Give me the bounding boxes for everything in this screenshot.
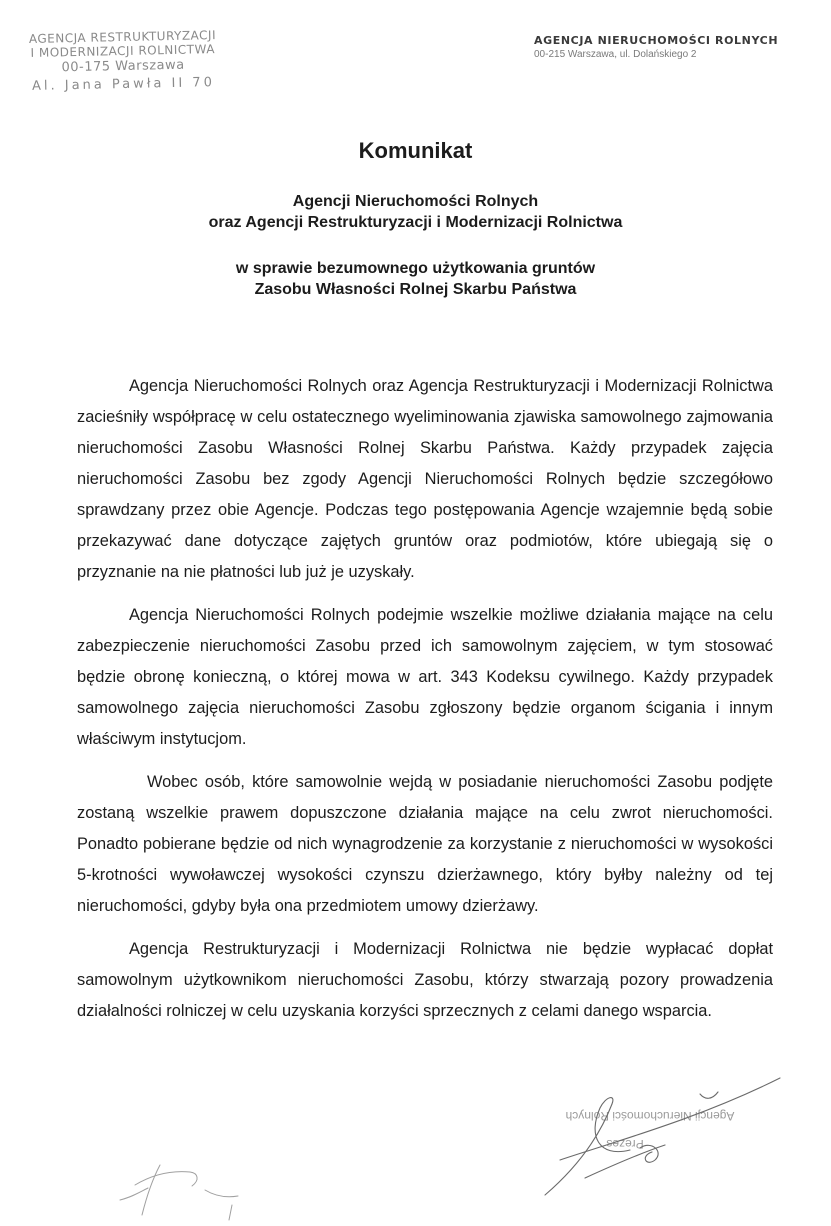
subject-line: Zasobu Własności Rolnej Skarbu Państwa [254,281,577,298]
body-paragraph: Wobec osób, które samowolnie wejdą w posiadanie nieruchomości Zasobu podjęte zostaną wszelkie prawem dopuszczone działania mające na celu zwrot nieruchomości. Ponadto pobierane będzie od nich wynagrodzenie za korzystanie z nieruchomości w wysokości 5-krotności wywoławczej wysokości czynszu dzierżawnego, który byłby należny od tej nieruchomości, gdyby była ona przedmiotem umowy dzierżawy. [77,773,773,915]
subject-heading [0,258,831,300]
stamp-line: Prezes [606,1137,644,1151]
issuers-heading [0,191,831,233]
president-stamp [566,1109,735,1151]
body-paragraph: Agencja Restrukturyzacji i Modernizacji Rolnictwa nie będzie wypłacać dopłat samowolnym użytkownikom nieruchomości Zasobu, którzy stwarzają pozory prowadzenia działalności rolniczej w celu uzyskania korzyści sprzecznych z celami danego wsparcia. [77,940,773,1020]
arimr-address-stamp [17,28,228,96]
issuers-line: oraz Agencji Restrukturyzacji i Modernizacji Rolnictwa [208,214,623,231]
letterhead-address: 00-215 Warszawa, ul. Dolańskiego 2 [534,49,697,60]
stamp-line: Al. Jana Pawła II 70 [31,75,216,94]
document-body [77,371,773,1039]
stamp-line: 00-175 Warszawa [61,57,185,76]
body-paragraph: Agencja Nieruchomości Rolnych podejmie wszelkie możliwe działania mające na celu zabezpieczenie nieruchomości Zasobu przed ich samowolnym zajęciem, w tym stosować będzie obronę konieczną, o której mowa w art. 343 Kodeksu cywilnego. Każdy przypadek samowolnego zajęcia nieruchomości Zasobu zgłoszony będzie organom ścigania i innym właściwym instytucjom. [77,606,773,748]
handwritten-signature-right [545,1078,780,1195]
letterhead-name: AGENCJA NIERUCHOMOŚCI ROLNYCH [534,34,779,47]
document-title: Komunikat [358,138,473,163]
issuers-line: Agencji Nieruchomości Rolnych [292,193,539,210]
handwritten-signature-left [120,1165,238,1220]
body-paragraph: Agencja Nieruchomości Rolnych oraz Agencja Restrukturyzacji i Modernizacji Rolnictwa zacieśniły współpracę w celu ostatecznego wyeliminowania zjawiska samowolnego zajmowania nieruchomości Zasobu Własności Rolnej Skarbu Państwa. Każdy przypadek zajęcia nieruchomości Zasobu bez zgody Agencji Nieruchomości Rolnych będzie szczegółowo sprawdzany przez obie Agencje. Podczas tego postępowania Agencje wzajemnie będą sobie przekazywać dane dotyczące zajętych gruntów oraz podmiotów, które ubiegają się o przyznanie na nie płatności lub już je uzyskały. [77,377,773,581]
anr-letterhead [534,34,794,60]
stamp-line: Agencji Nieruchomości Rolnych [565,1109,735,1123]
stamp-line: AGENCJA RESTRUKTURYZACJI [28,28,217,46]
stamp-line: I MODERNIZACJI ROLNICTWA [30,42,216,60]
subject-line: w sprawie bezumownego użytkowania gruntów [235,260,596,277]
